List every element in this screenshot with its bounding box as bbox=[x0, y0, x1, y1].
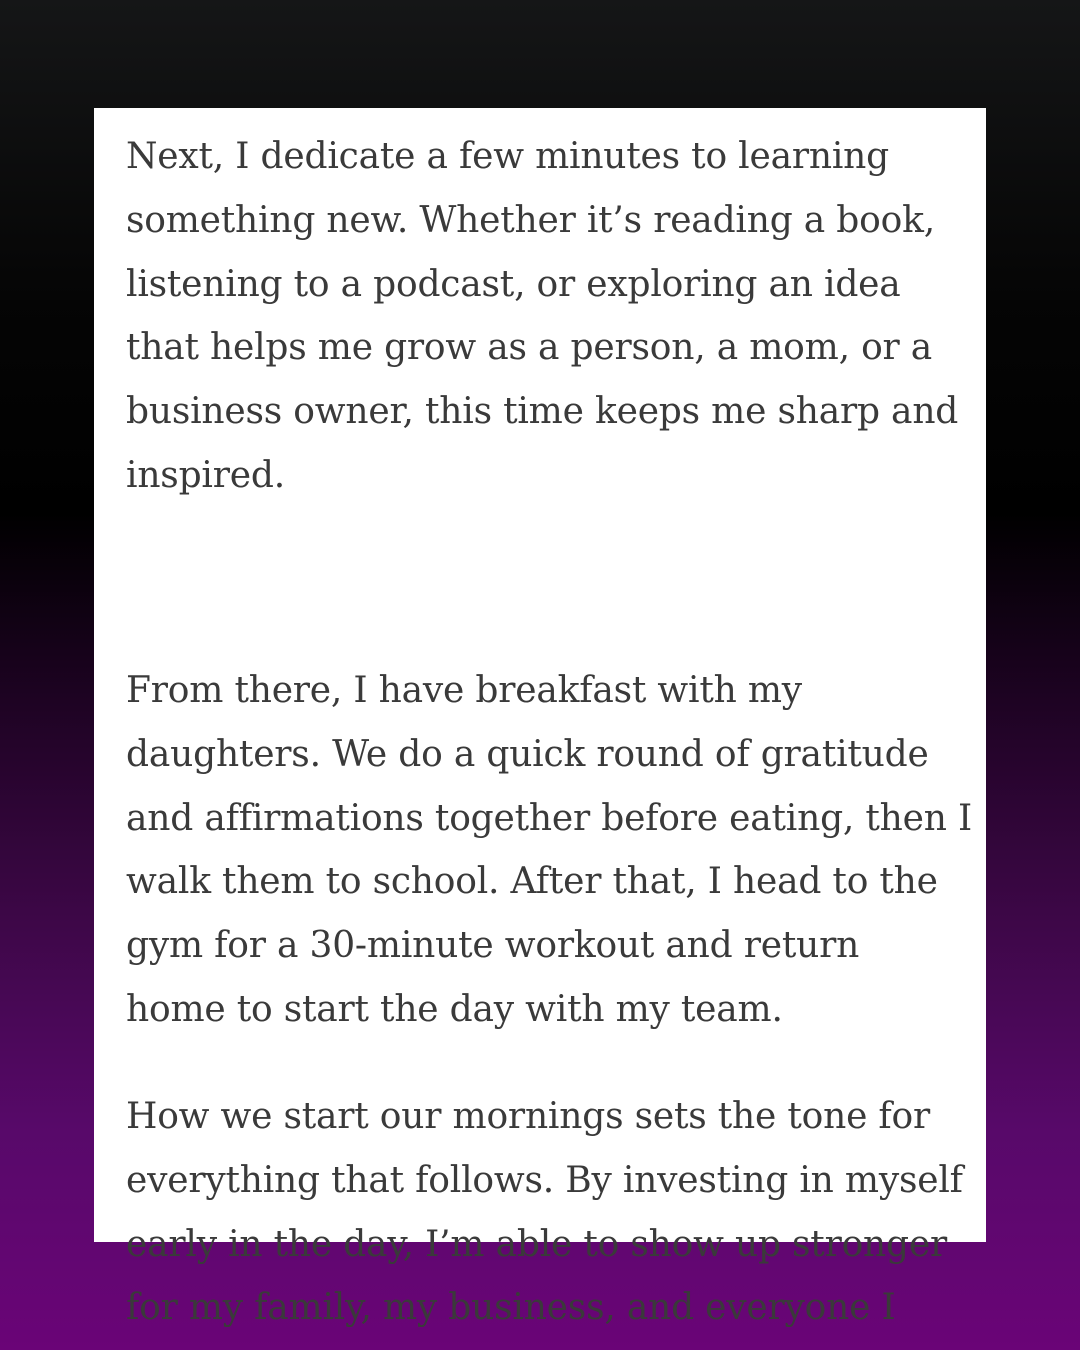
text-line: for my family, my business, and everyone I bbox=[126, 1287, 896, 1329]
text-line: something new. Whether it’s reading a book, bbox=[126, 199, 935, 241]
text-line: walk them to school. After that, I head to the bbox=[126, 861, 938, 903]
paragraph-breakfast bbox=[126, 659, 972, 1042]
text-line: gym for a 30-minute workout and return bbox=[126, 925, 860, 967]
text-line: listening to a podcast, or exploring an idea bbox=[126, 263, 901, 305]
text-line: daughters. We do a quick round of gratitude bbox=[126, 733, 929, 775]
paragraph-mornings bbox=[126, 1085, 963, 1340]
text-line: How we start our mornings sets the tone for bbox=[126, 1096, 931, 1137]
text-line: Next, I dedicate a few minutes to learning bbox=[126, 136, 889, 177]
paragraph-learning bbox=[126, 125, 958, 508]
text-card bbox=[94, 108, 986, 1329]
text-line: everything that follows. By investing in myself bbox=[126, 1159, 963, 1201]
text-line: inspired. bbox=[126, 454, 285, 496]
text-line: From there, I have breakfast with my bbox=[126, 670, 802, 711]
text-line: business owner, this time keeps me sharp and bbox=[126, 391, 959, 433]
text-line: home to start the day with my team. bbox=[126, 988, 783, 1030]
text-line: early in the day, I’m able to show up stronger bbox=[126, 1223, 947, 1265]
text-line: that helps me grow as a person, a mom, or a bbox=[126, 327, 933, 369]
text-line: and affirmations together before eating, then I bbox=[126, 797, 973, 839]
